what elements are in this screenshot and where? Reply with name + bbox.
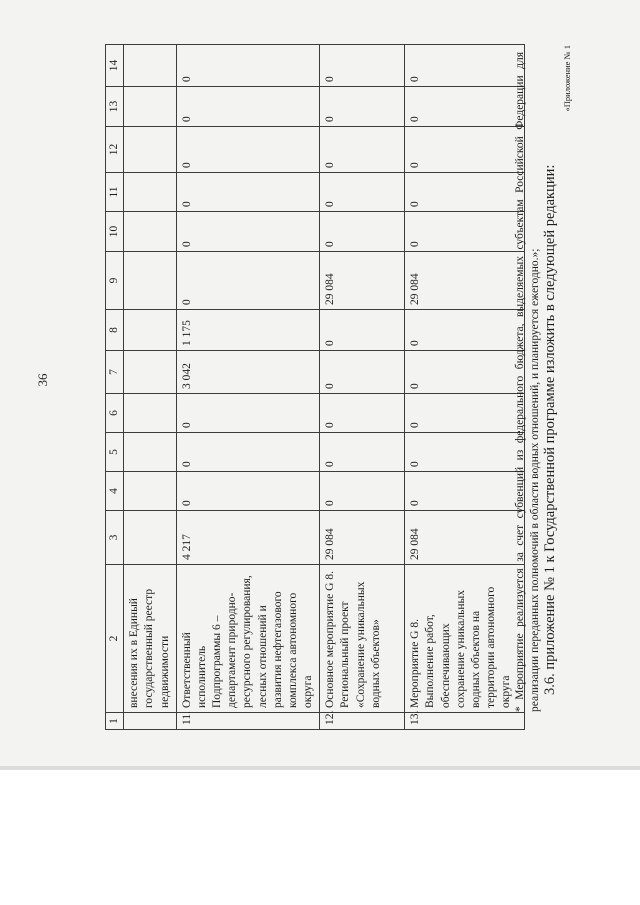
value-cell <box>124 45 177 87</box>
program-funding-table <box>105 44 525 730</box>
row-number-cell <box>124 713 177 730</box>
row-name-cell: Ответственный исполнитель Подпрограммы 6 – департамент природно-ресурсного регулирования, лесных отношений и развития нефтегазового комплекса автономного округа <box>176 565 320 713</box>
value-cell <box>124 173 177 212</box>
value-cell <box>124 511 177 565</box>
row-number-cell: 12. <box>320 713 405 730</box>
value-cell: 0 <box>320 351 405 394</box>
column-number-cell: 2 <box>106 565 124 713</box>
value-cell <box>124 394 177 433</box>
column-number-cell: 3 <box>106 511 124 565</box>
row-name-cell: внесения их в Единый государственный реестр недвижимости <box>124 565 177 713</box>
value-cell <box>124 472 177 511</box>
value-cell: 0 <box>405 433 525 472</box>
value-cell: 0 <box>405 45 525 87</box>
value-cell: 0 <box>405 351 525 394</box>
column-number-cell: 5 <box>106 433 124 472</box>
value-cell: 0 <box>405 472 525 511</box>
value-cell: 4 217 <box>176 511 320 565</box>
row-name-cell: Мероприятие G 8. Выполнение работ, обеспечивающих сохранение уникальных водных объектов на территории автономного округа <box>405 565 525 713</box>
value-cell: 0 <box>405 394 525 433</box>
value-cell <box>124 351 177 394</box>
column-number-cell: 8 <box>106 310 124 351</box>
value-cell: 0 <box>320 212 405 252</box>
value-cell: 0 <box>405 173 525 212</box>
value-cell: 0 <box>405 87 525 127</box>
row-number-cell: 11. <box>176 713 320 730</box>
value-cell: 1 175 <box>176 310 320 351</box>
footnote: * Мероприятие реализуется за счет субвенций из федерального бюджета, выделяемых субъектам Российской Федерации для реализации переданных полномочий в области водных отношений, и планируется ежегодно.»; <box>514 52 541 712</box>
column-number-cell: 13 <box>106 87 124 127</box>
column-number-cell: 12 <box>106 127 124 173</box>
table-row <box>124 45 177 730</box>
value-cell <box>124 212 177 252</box>
value-cell: 0 <box>176 87 320 127</box>
value-cell: 0 <box>176 173 320 212</box>
value-cell <box>124 252 177 310</box>
value-cell: 0 <box>320 127 405 173</box>
rotated-document-page <box>35 45 595 730</box>
column-number-cell: 11 <box>106 173 124 212</box>
value-cell: 0 <box>176 433 320 472</box>
column-number-cell: 14 <box>106 45 124 87</box>
value-cell: 29 084 <box>405 252 525 310</box>
value-cell <box>124 433 177 472</box>
value-cell: 0 <box>320 87 405 127</box>
value-cell: 0 <box>176 394 320 433</box>
value-cell: 0 <box>320 310 405 351</box>
value-cell: 0 <box>176 472 320 511</box>
table-row <box>405 45 525 730</box>
value-cell: 0 <box>405 212 525 252</box>
value-cell: 0 <box>176 45 320 87</box>
page-number: 36 <box>35 373 50 387</box>
column-number-cell: 9 <box>106 252 124 310</box>
column-number-cell: 1 <box>106 713 124 730</box>
value-cell: 0 <box>320 45 405 87</box>
section-heading: 3.6. приложение № 1 к Государственной программе изложить в следующей редакции: <box>542 164 558 695</box>
row-name-cell: Основное мероприятие G 8. Региональный проект «Сохранение уникальных водных объектов» <box>320 565 405 713</box>
value-cell: 0 <box>320 394 405 433</box>
value-cell: 0 <box>176 252 320 310</box>
scan-bottom-edge <box>0 766 640 770</box>
value-cell: 29 084 <box>405 511 525 565</box>
column-number-cell: 4 <box>106 472 124 511</box>
value-cell: 3 042 <box>176 351 320 394</box>
table-row <box>320 45 405 730</box>
appendix-label: «Приложение № 1 <box>562 45 572 112</box>
value-cell <box>124 127 177 173</box>
value-cell: 0 <box>405 310 525 351</box>
value-cell: 0 <box>320 173 405 212</box>
column-number-cell: 10 <box>106 212 124 252</box>
value-cell: 0 <box>320 472 405 511</box>
table-row <box>176 45 320 730</box>
column-number-cell: 7 <box>106 351 124 394</box>
value-cell: 29 084 <box>320 252 405 310</box>
value-cell: 0 <box>176 127 320 173</box>
value-cell: 29 084 <box>320 511 405 565</box>
value-cell: 0 <box>405 127 525 173</box>
value-cell: 0 <box>320 433 405 472</box>
value-cell <box>124 87 177 127</box>
column-number-header-row <box>106 45 124 730</box>
value-cell: 0 <box>176 212 320 252</box>
row-number-cell: 13. <box>405 713 525 730</box>
value-cell <box>124 310 177 351</box>
column-number-cell: 6 <box>106 394 124 433</box>
